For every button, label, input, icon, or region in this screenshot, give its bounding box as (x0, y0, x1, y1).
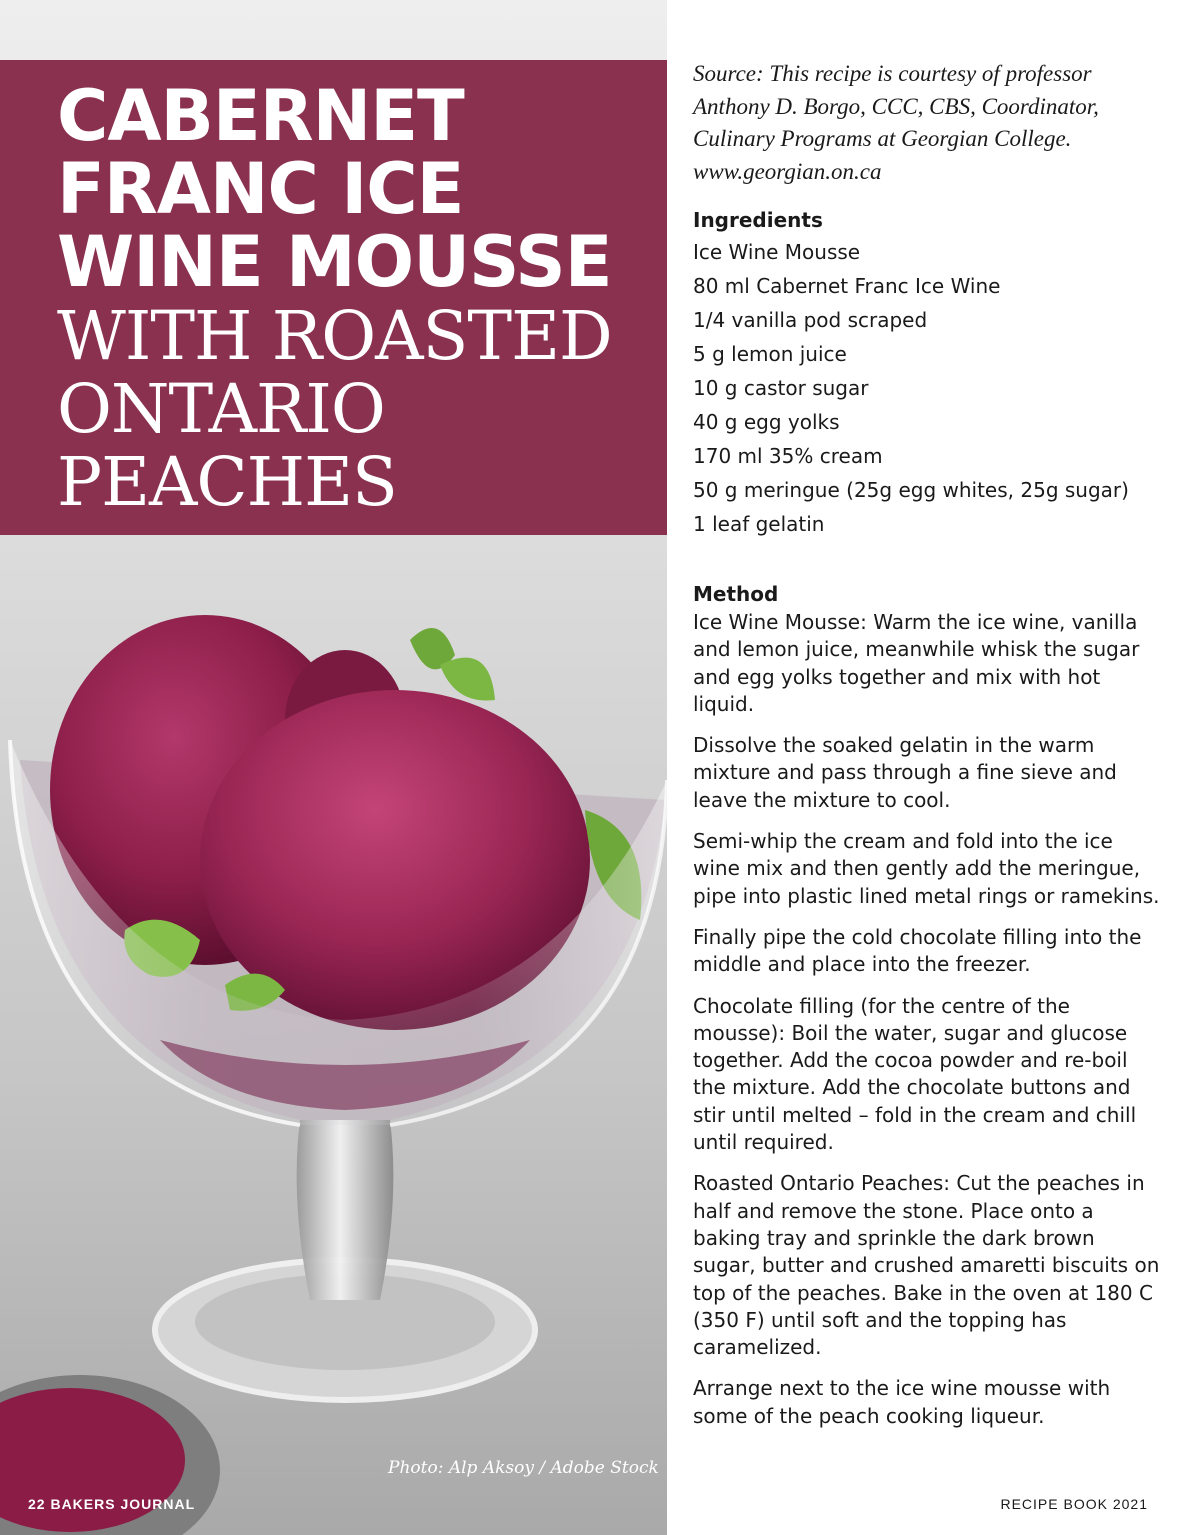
recipe-title-subtitle (57, 297, 667, 521)
ingredients-list (693, 235, 1163, 541)
ingredient-item: 80 ml Cabernet Franc Ice Wine (693, 274, 1001, 298)
title-line: WITH ROASTED (57, 297, 612, 375)
ingredient-item: 1 leaf gelatin (693, 512, 825, 536)
ingredient-item: Ice Wine Mousse (693, 240, 861, 264)
ingredient-item: 50 g meringue (25g egg whites, 25g sugar) (693, 478, 1129, 502)
method-step: Arrange next to the ice wine mousse with some of the peach cooking liqueur. (693, 1376, 1111, 1428)
method-heading: Method (693, 582, 779, 606)
page-folio-left: 22 BAKERS JOURNAL (28, 1496, 196, 1512)
recipe-text-column (693, 58, 1163, 1444)
method-step: Chocolate filling (for the centre of the mousse): Boil the water, sugar and glucose together. Add the cocoa powder and re-boil the mixture. Add the chocolate buttons and stir until melted – fold in the cream and chill until required. (693, 993, 1137, 1155)
recipe-source: Source: This recipe is courtesy of professor Anthony D. Borgo, CCC, CBS, Coordinator, Culinary Programs at Georgian College. www.georgian.on.ca (693, 61, 1099, 184)
method-step: Roasted Ontario Peaches: Cut the peaches in half and remove the stone. Place onto a baking tray and sprinkle the dark brown sugar, butter and crushed amaretti biscuits on top of the peaches. Bake in the oven at 180 C (350 F) until soft and the topping has caramelized. (693, 1171, 1160, 1360)
title-line: WINE MOUSSE (57, 221, 612, 303)
method-step: Semi-whip the cream and fold into the ice wine mix and then gently add the meringue, pipe into plastic lined metal rings or ramekins. (693, 829, 1160, 908)
recipe-title-bold (57, 75, 657, 303)
photo-credit: Photo: Alp Aksoy / Adobe Stock (388, 1458, 659, 1478)
method-steps (693, 609, 1163, 1430)
title-line: PEACHES (57, 443, 397, 521)
ingredient-item: 170 ml 35% cream (693, 444, 883, 468)
title-line: CABERNET (57, 75, 464, 157)
ingredient-item: 1/4 vanilla pod scraped (693, 308, 928, 332)
method-step: Finally pipe the cold chocolate filling into the middle and place into the freezer. (693, 924, 1142, 977)
method-step: Ice Wine Mousse: Warm the ice wine, vanilla and lemon juice, meanwhile whisk the sugar and egg yolks together and mix with hot liquid. (693, 610, 1140, 716)
ingredient-item: 40 g egg yolks (693, 410, 840, 434)
ingredient-item: 5 g lemon juice (693, 342, 847, 366)
glass-stem (297, 1120, 394, 1300)
ingredient-item: 10 g castor sugar (693, 376, 869, 400)
title-line: ONTARIO (57, 370, 385, 448)
page-folio-right: RECIPE BOOK 2021 (1000, 1496, 1148, 1512)
method-step: Dissolve the soaked gelatin in the warm mixture and pass through a fine sieve and leave the mixture to cool. (693, 733, 1117, 812)
ingredients-heading: Ingredients (693, 208, 823, 232)
title-line: FRANC ICE (57, 148, 464, 230)
